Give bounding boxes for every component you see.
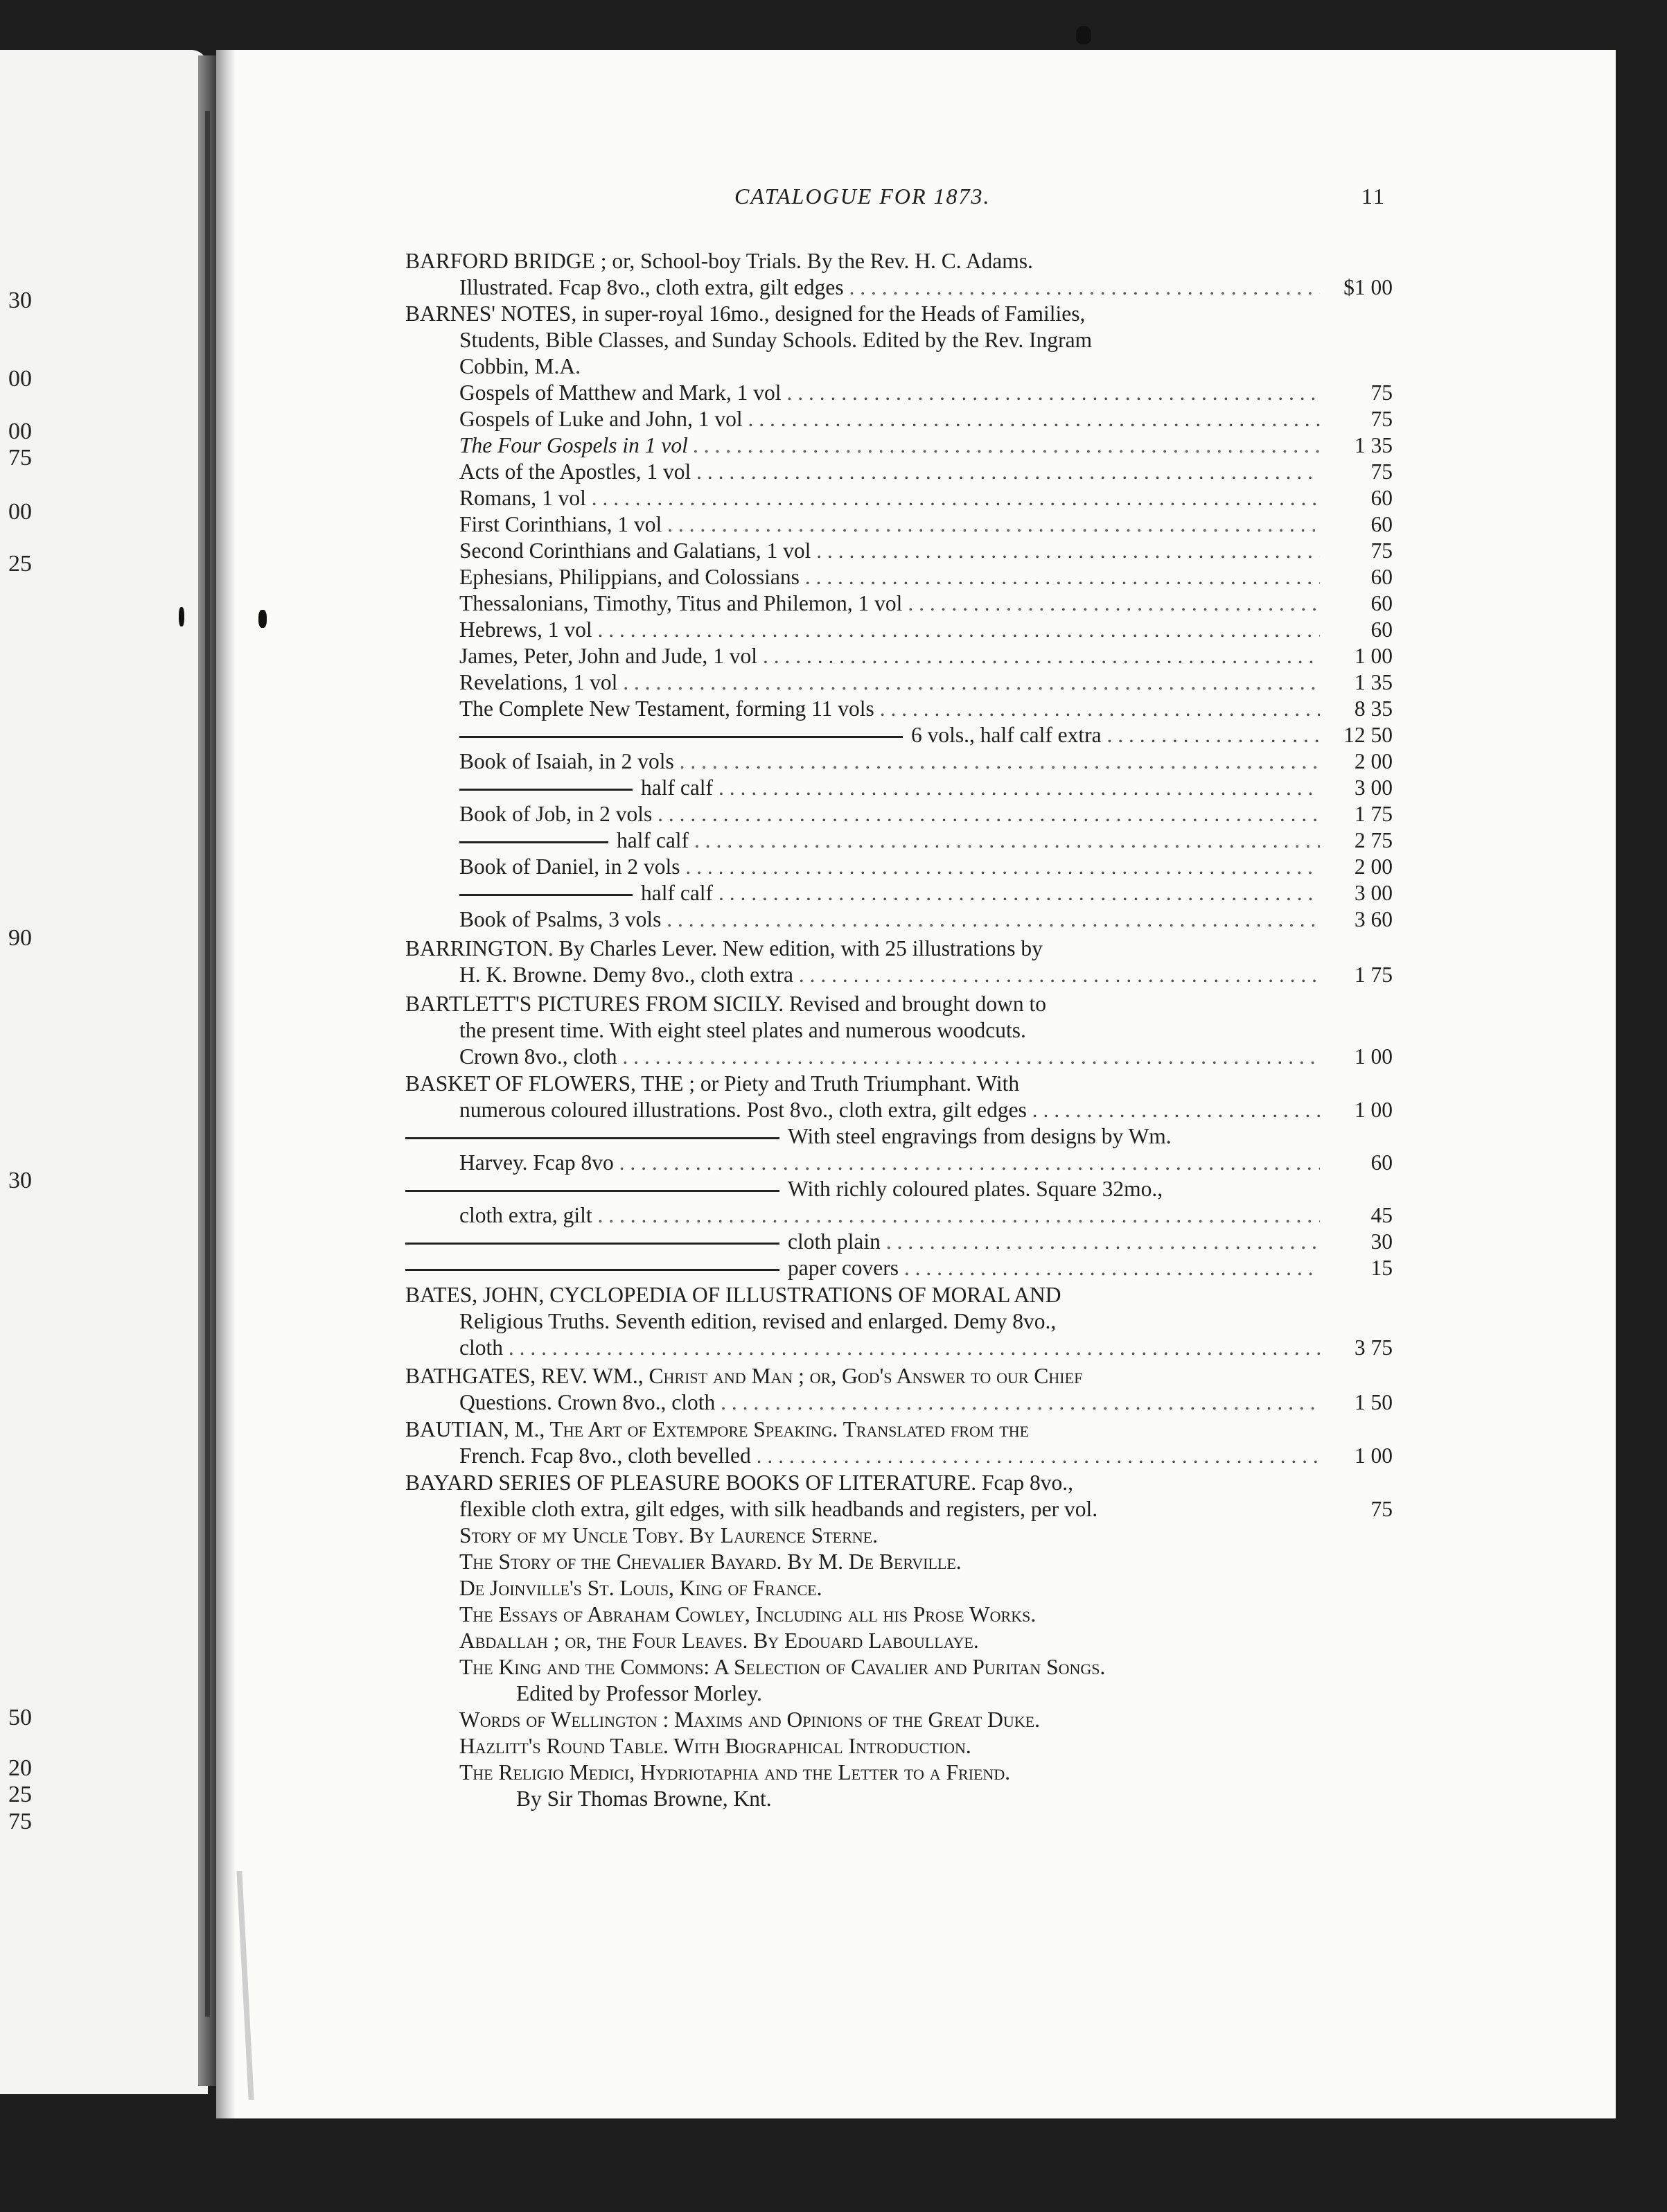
- margin-number: 00: [8, 419, 32, 444]
- margin-number: 30: [8, 288, 32, 313]
- ditto-rule: [459, 841, 608, 843]
- entry-text: 6 vols., half calf extra: [911, 723, 1102, 747]
- ditto-rule: [405, 1190, 779, 1192]
- entry-price: 8 35: [1354, 696, 1393, 721]
- entry-line: Acts of the Apostles, 1 vol . . .: [459, 459, 1320, 485]
- entry-line: Romans, 1 vol . . .: [459, 485, 1320, 511]
- entry-price: 60: [1370, 1150, 1393, 1175]
- entry-price: 1 00: [1354, 1044, 1393, 1069]
- ink-spot: [179, 607, 184, 626]
- entry-line: [459, 775, 1320, 801]
- entry-line: Students, Bible Classes, and Sunday Schools. Edited by the Rev. Ingram: [459, 328, 1093, 352]
- entry-price: 75: [1370, 538, 1393, 563]
- book-spine: [216, 50, 236, 2118]
- entry-line: Harvey. Fcap 8vo . . .: [459, 1150, 1320, 1176]
- entry-text: half calf: [641, 881, 714, 905]
- entry-line: BATHGATES, REV. WM., Christ and Man ; or, God's Answer to our Chief: [405, 1364, 1083, 1388]
- entry-line: [459, 827, 1320, 854]
- entry-line: cloth . . .: [459, 1335, 1320, 1361]
- entry-price: 12 50: [1343, 723, 1393, 747]
- entry-line: Story of my Uncle Toby. By Laurence Sterne.: [459, 1523, 878, 1547]
- entry-text: paper covers: [788, 1256, 899, 1280]
- entry-price: 1 75: [1354, 963, 1393, 987]
- entry-price: 75: [1370, 380, 1393, 405]
- entry-line: The Essays of Abraham Cowley, Including all his Prose Works.: [459, 1602, 1037, 1626]
- entry-line: By Sir Thomas Browne, Knt.: [516, 1787, 772, 1811]
- entry-line: French. Fcap 8vo., cloth bevelled . . .: [459, 1443, 1320, 1469]
- entry-price: 2 00: [1354, 749, 1393, 773]
- entry-price: 60: [1370, 512, 1393, 536]
- entry-line: Revelations, 1 vol . . .: [459, 669, 1320, 696]
- entry-line: Questions. Crown 8vo., cloth . . .: [459, 1389, 1320, 1416]
- entry-line: [459, 722, 1320, 748]
- entry-line: flexible cloth extra, gilt edges, with silk headbands and registers, per vol.: [459, 1497, 1098, 1521]
- entry-line: BARNES' NOTES, in super-royal 16mo., designed for the Heads of Families,: [405, 301, 1086, 326]
- entry-price: 1 75: [1354, 802, 1393, 826]
- entry-price: 30: [1370, 1229, 1393, 1254]
- margin-number: 00: [8, 499, 32, 525]
- entry-line: BATES, JOHN, CYCLOPEDIA OF ILLUSTRATIONS OF MORAL AND: [405, 1283, 1061, 1307]
- entry-price: 1 00: [1354, 1098, 1393, 1122]
- entry-price: 1 00: [1354, 1443, 1393, 1468]
- entry-line: the present time. With eight steel plates and numerous woodcuts.: [459, 1018, 1026, 1042]
- entry-price: 75: [1370, 407, 1393, 431]
- running-header: CATALOGUE FOR 1873.: [734, 184, 991, 209]
- ink-spot: [258, 610, 267, 628]
- entry-price: 60: [1370, 591, 1393, 615]
- entry-text: half calf: [617, 828, 689, 852]
- entry-line: First Corinthians, 1 vol . . .: [459, 511, 1320, 538]
- ditto-rule: [459, 736, 903, 738]
- entry-line: BAYARD SERIES OF PLEASURE BOOKS OF LITERATURE. Fcap 8vo.,: [405, 1471, 1074, 1495]
- ditto-rule: [405, 1243, 779, 1245]
- entry-text: half calf: [641, 775, 714, 800]
- entry-line: The King and the Commons: A Selection of Cavalier and Puritan Songs.: [459, 1655, 1106, 1679]
- entry-line: Gospels of Matthew and Mark, 1 vol . . .: [459, 380, 1320, 406]
- entry-line: Book of Daniel, in 2 vols . . .: [459, 854, 1320, 880]
- entry-price: 1 35: [1354, 670, 1393, 694]
- margin-number: 25: [8, 1782, 32, 1807]
- entry-price: 3 00: [1354, 881, 1393, 905]
- margin-number: 20: [8, 1755, 32, 1781]
- entry-line: Hazlitt's Round Table. With Biographical Introduction.: [459, 1734, 971, 1758]
- entry-line: The Complete New Testament, forming 11 vols . . .: [459, 696, 1320, 722]
- entry-line: BARFORD BRIDGE ; or, School-boy Trials. By the Rev. H. C. Adams.: [405, 249, 1033, 273]
- entry-price: 3 75: [1354, 1335, 1393, 1360]
- entry-text: cloth plain: [788, 1229, 881, 1254]
- entry-line: Words of Wellington : Maxims and Opinions of the Great Duke.: [459, 1708, 1041, 1732]
- ink-spot: [1076, 26, 1091, 44]
- entry-line: Crown 8vo., cloth . . .: [459, 1044, 1320, 1070]
- entry-line: [405, 1123, 1320, 1150]
- entry-line: [405, 1255, 1320, 1281]
- margin-number: 00: [8, 366, 32, 392]
- entry-price: 2 75: [1354, 828, 1393, 852]
- entry-line: BARRINGTON. By Charles Lever. New edition, with 25 illustrations by: [405, 936, 1043, 960]
- entry-line: James, Peter, John and Jude, 1 vol . . .: [459, 643, 1320, 669]
- entry-price: 60: [1370, 486, 1393, 510]
- entry-line: Abdallah ; or, the Four Leaves. By Edouard Laboullaye.: [459, 1629, 979, 1653]
- entry-line: numerous coloured illustrations. Post 8vo., cloth extra, gilt edges . . .: [459, 1097, 1320, 1123]
- entry-line: The Religio Medici, Hydriotaphia and the Letter to a Friend.: [459, 1760, 1011, 1784]
- entry-line: BARTLETT'S PICTURES FROM SICILY. Revised and brought down to: [405, 992, 1046, 1016]
- entry-line: H. K. Browne. Demy 8vo., cloth extra . . .: [459, 962, 1320, 988]
- entry-line: Second Corinthians and Galatians, 1 vol . . .: [459, 538, 1320, 564]
- entry-line: The Four Gospels in 1 vol . . .: [459, 432, 1320, 459]
- margin-number: 75: [8, 445, 32, 471]
- entry-price: 1 35: [1354, 433, 1393, 457]
- entry-line: Hebrews, 1 vol . . .: [459, 617, 1320, 643]
- entry-line: De Joinville's St. Louis, King of France.: [459, 1576, 822, 1600]
- margin-number: 75: [8, 1809, 32, 1834]
- entry-line: Gospels of Luke and John, 1 vol . . .: [459, 406, 1320, 432]
- bookmark-ribbon: [205, 111, 210, 2017]
- page-number: 11: [1361, 184, 1386, 209]
- entry-price: 60: [1370, 617, 1393, 642]
- ditto-rule: [405, 1137, 779, 1139]
- entry-price: 60: [1370, 565, 1393, 589]
- ditto-rule: [459, 789, 633, 791]
- entry-line: [405, 1229, 1320, 1255]
- entry-line: Illustrated. Fcap 8vo., cloth extra, gilt edges . . .: [459, 274, 1320, 301]
- entry-line: The Story of the Chevalier Bayard. By M. De Berville.: [459, 1550, 962, 1574]
- entry-line: Book of Job, in 2 vols . . .: [459, 801, 1320, 827]
- entry-line: [459, 880, 1320, 906]
- entry-line: Cobbin, M.A.: [459, 354, 581, 378]
- margin-number: 25: [8, 551, 32, 577]
- entry-price: 75: [1370, 459, 1393, 484]
- entry-line: Ephesians, Philippians, and Colossians . . .: [459, 564, 1320, 590]
- entry-price: 75: [1370, 1497, 1393, 1521]
- entry-line: Religious Truths. Seventh edition, revised and enlarged. Demy 8vo.,: [459, 1309, 1057, 1333]
- entry-line: BASKET OF FLOWERS, THE ; or Piety and Truth Triumphant. With: [405, 1071, 1020, 1096]
- entry-line: [405, 1176, 1320, 1202]
- entry-text: With richly coloured plates. Square 32mo.,: [788, 1177, 1163, 1201]
- ditto-rule: [459, 894, 633, 896]
- entry-line: Book of Psalms, 3 vols . . .: [459, 906, 1320, 933]
- entry-price: 45: [1370, 1203, 1393, 1227]
- entry-price: 15: [1370, 1256, 1393, 1280]
- entry-text: With steel engravings from designs by Wm.: [788, 1124, 1172, 1148]
- margin-number: 90: [8, 925, 32, 951]
- entry-price: 1 50: [1354, 1390, 1393, 1414]
- margin-number: 50: [8, 1705, 32, 1730]
- entry-price: 3 60: [1354, 907, 1393, 931]
- entry-line: Edited by Professor Morley.: [516, 1681, 762, 1705]
- entry-line: cloth extra, gilt . . .: [459, 1202, 1320, 1229]
- entry-price: 1 00: [1354, 644, 1393, 668]
- entry-price: $1 00: [1343, 275, 1393, 299]
- entry-line: BAUTIAN, M., The Art of Extempore Speaking. Translated from the: [405, 1417, 1030, 1441]
- ditto-rule: [405, 1269, 779, 1271]
- margin-number: 30: [8, 1168, 32, 1193]
- entry-line: Thessalonians, Timothy, Titus and Philemon, 1 vol . . .: [459, 590, 1320, 617]
- entry-line: Book of Isaiah, in 2 vols . . .: [459, 748, 1320, 775]
- entry-price: 2 00: [1354, 854, 1393, 879]
- entry-price: 3 00: [1354, 775, 1393, 800]
